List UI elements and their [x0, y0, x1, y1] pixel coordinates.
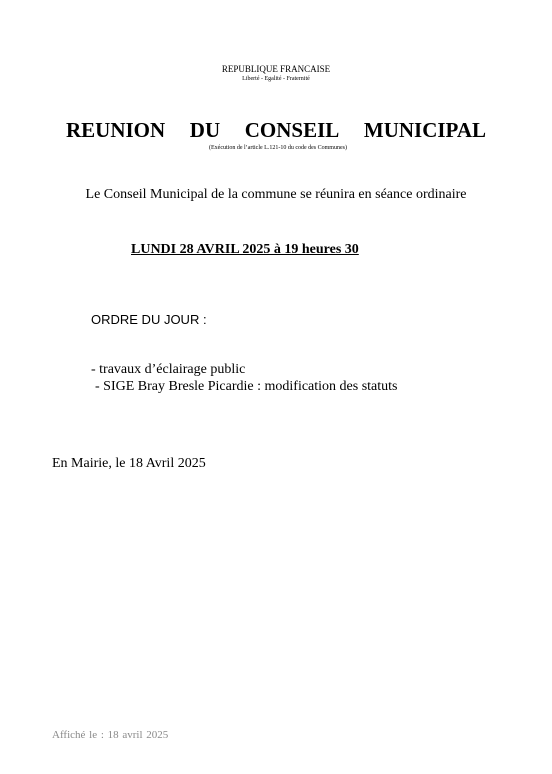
title-word: CONSEIL — [244, 118, 340, 142]
title-word: DU — [189, 118, 221, 142]
title-word: REUNION — [66, 118, 166, 142]
agenda-title: ORDRE DU JOUR : — [91, 312, 207, 327]
republic-header: REPUBLIQUE FRANCAISE — [221, 64, 331, 74]
agenda-item: - SIGE Bray Bresle Picardie : modification des statuts — [95, 379, 398, 394]
republic-motto: Liberté - Egalité - Fraternité — [242, 76, 310, 82]
meeting-intro: Le Conseil Municipal de la commune se réunira en séance ordinaire — [85, 187, 467, 202]
article-reference: (Exécution de l’article L.121-10 du code des Communes) — [209, 145, 347, 151]
document-title — [66, 116, 486, 144]
agenda-item: - travaux d’éclairage public — [91, 362, 246, 377]
posted-date: Affiché le : 18 avril 2025 — [52, 729, 169, 741]
signoff-line: En Mairie, le 18 Avril 2025 — [52, 456, 206, 471]
title-word: MUNICIPAL — [363, 118, 486, 142]
meeting-datetime: LUNDI 28 AVRIL 2025 à 19 heures 30 — [131, 242, 359, 257]
